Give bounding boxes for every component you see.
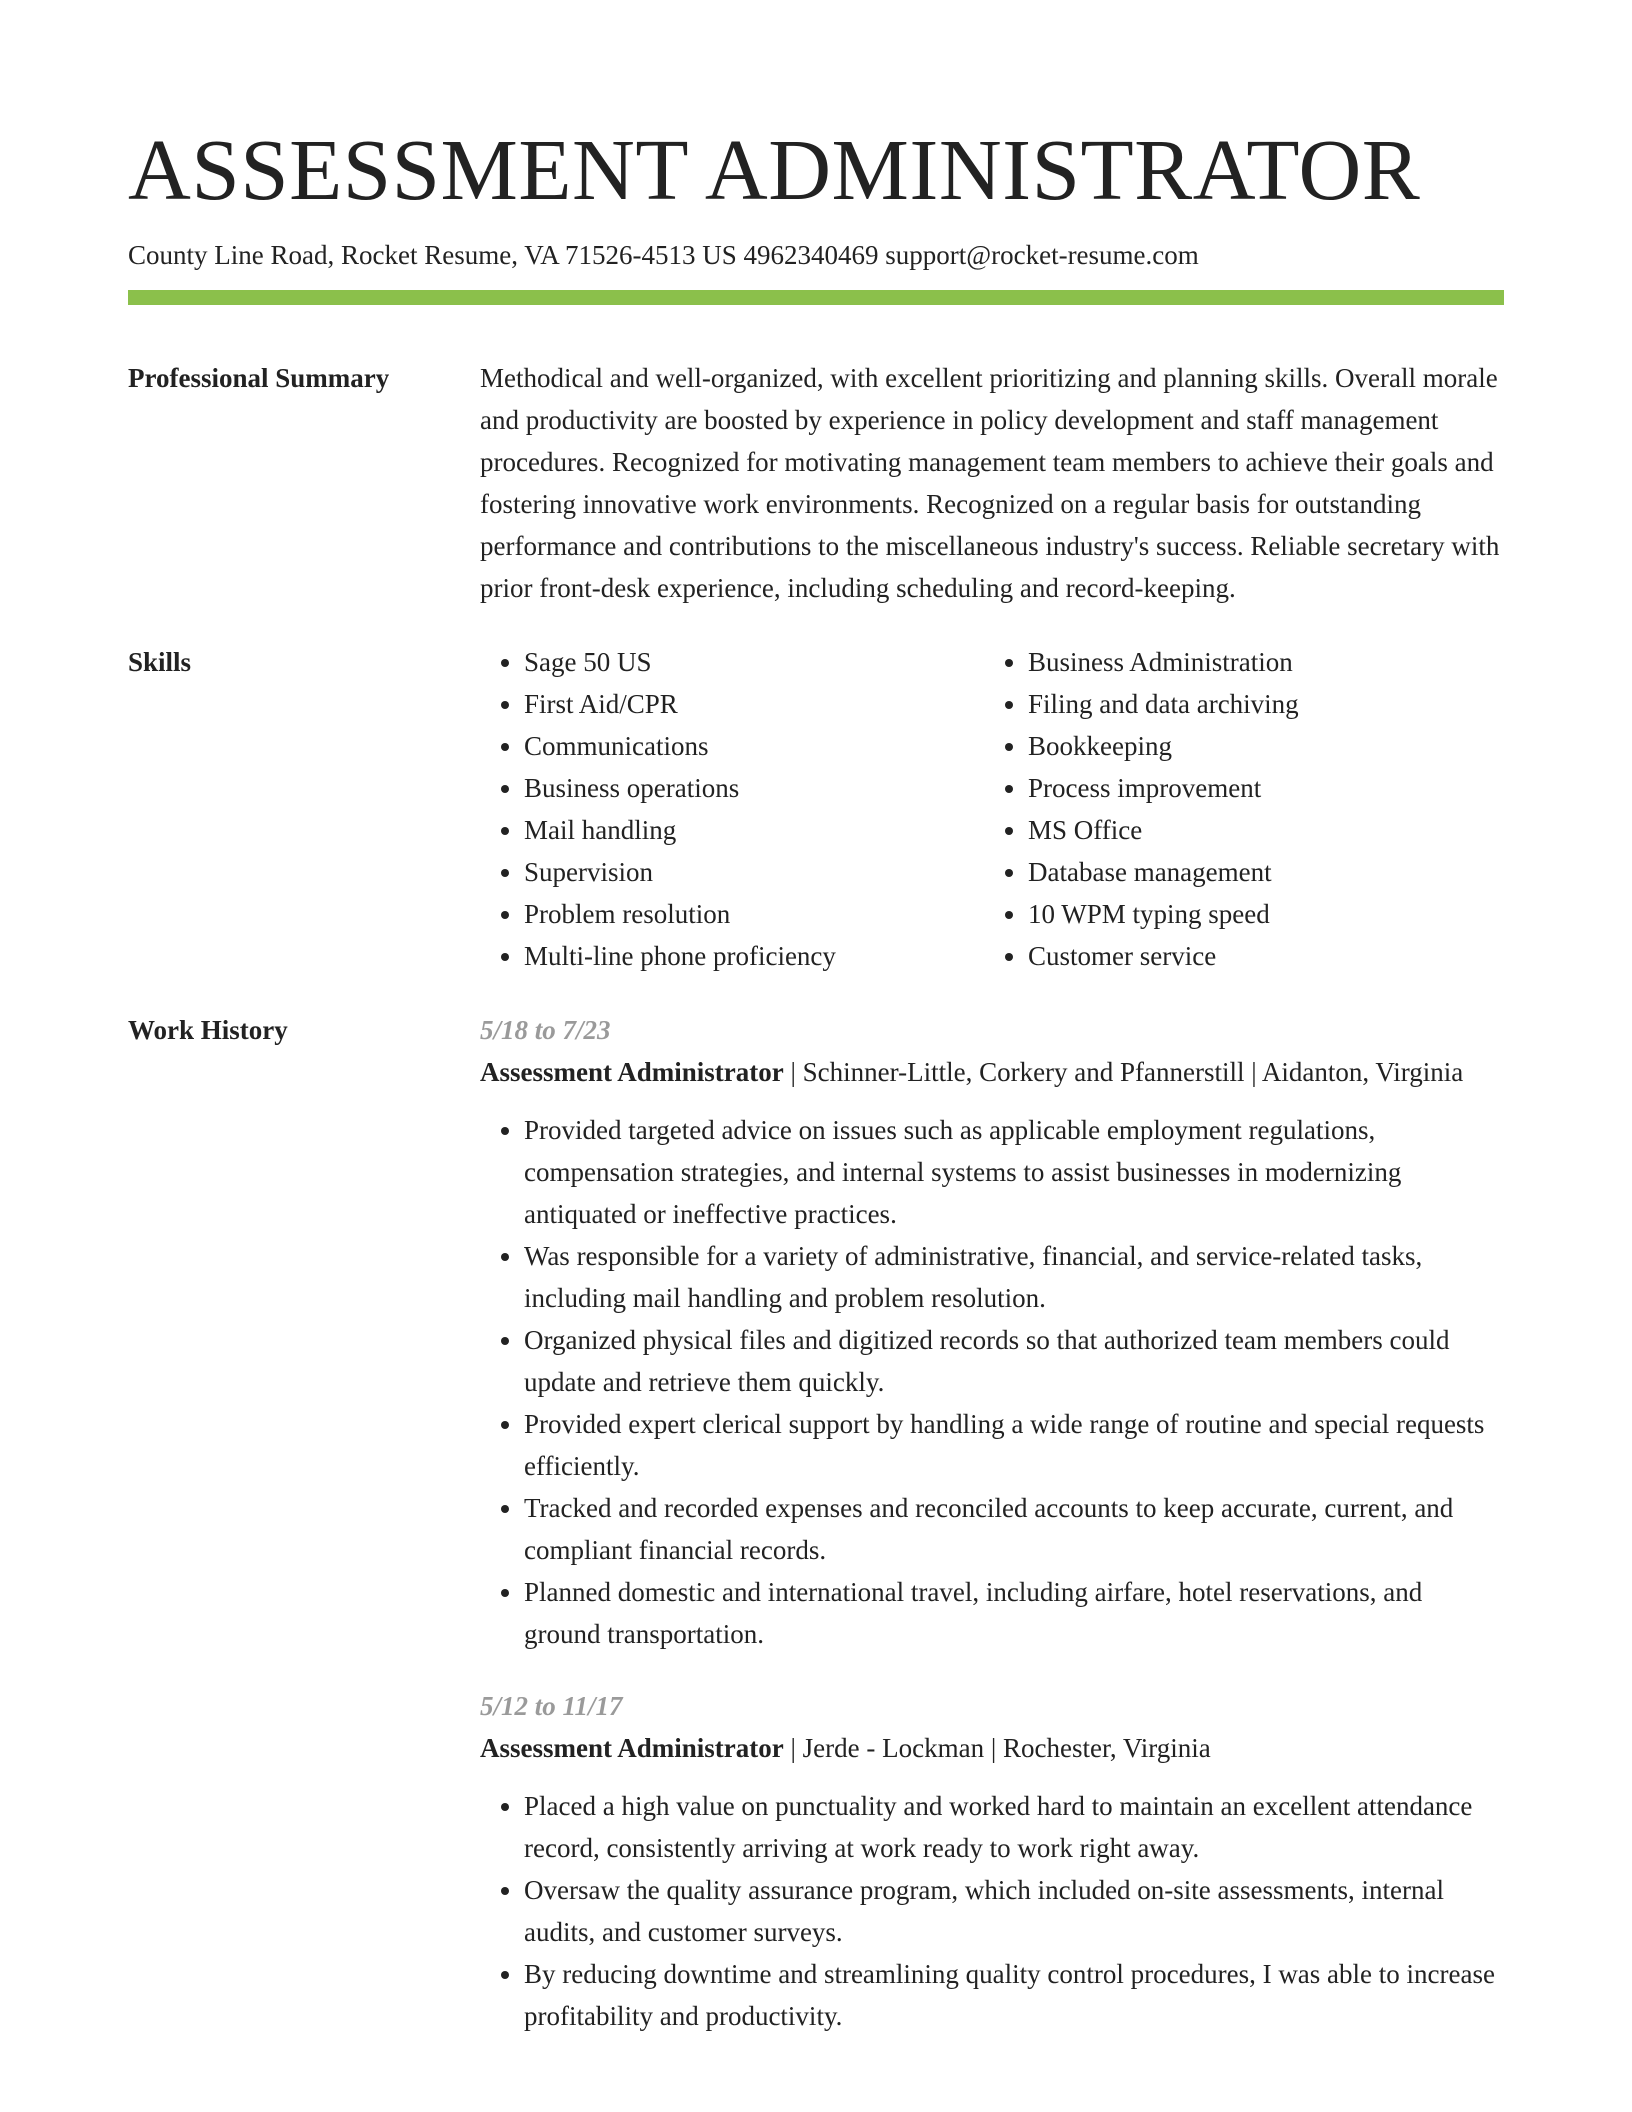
- skill-item: • 10 WPM typing speed: [1028, 893, 1488, 935]
- skill-item: • Multi-line phone proficiency: [524, 935, 984, 977]
- skills-list-right: [984, 641, 1488, 977]
- skill-item: • Business Administration: [1028, 641, 1488, 683]
- job-bullet: • Provided expert clerical support by handling a wide range of routine and special requests efficiently.: [524, 1403, 1504, 1487]
- skill-item: • Communications: [524, 725, 984, 767]
- job-heading: [480, 1727, 1504, 1769]
- skill-item: • Customer service: [1028, 935, 1488, 977]
- job-bullet: • Placed a high value on punctuality and worked hard to maintain an excellent attendance record, consistently arriving at work ready to work right away.: [524, 1785, 1504, 1869]
- job-entry: [480, 1685, 1504, 2037]
- skill-item: • MS Office: [1028, 809, 1488, 851]
- summary-heading: Professional Summary: [128, 363, 390, 393]
- job-details: | Schinner-Little, Corkery and Pfannerstill | Aidanton, Virginia: [783, 1057, 1464, 1087]
- job-bullet: • Tracked and recorded expenses and reconciled accounts to keep accurate, current, and compliant financial records.: [524, 1487, 1504, 1571]
- contact-address: County Line Road, Rocket Resume, VA 71526-4513 US: [128, 240, 737, 270]
- job-bullet: • Was responsible for a variety of administrative, financial, and service-related tasks, including mail handling and problem resolution.: [524, 1235, 1504, 1319]
- summary-body: [480, 357, 1504, 609]
- job-title: Assessment Administrator: [480, 1057, 784, 1087]
- skill-item: • Supervision: [524, 851, 984, 893]
- work-history-heading: Work History: [128, 1015, 288, 1045]
- job-heading: [480, 1051, 1504, 1093]
- skills-list-left: [480, 641, 984, 977]
- contact-email[interactable]: support@rocket-resume.com: [885, 240, 1199, 270]
- skill-item: • Bookkeeping: [1028, 725, 1488, 767]
- skill-item: • Business operations: [524, 767, 984, 809]
- work-history-body: [480, 1009, 1504, 2067]
- skill-item: • Filing and data archiving: [1028, 683, 1488, 725]
- job-bullet: • Oversaw the quality assurance program, which included on-site assessments, internal audits, and customer surveys.: [524, 1869, 1504, 1953]
- resume-header: [128, 0, 1504, 305]
- job-title: Assessment Administrator: [480, 1733, 784, 1763]
- skill-item: • Sage 50 US: [524, 641, 984, 683]
- summary-text: Methodical and well-organized, with excellent prioritizing and planning skills. Overall morale and productivity are boosted by experience in policy development and staff management procedures. Recognized for motivating management team members to achieve their goals and fostering innovative work environments. Recognized on a regular basis for outstanding performance and contributions to the miscellaneous industry's success. Reliable secretary with prior front-desk experience, including scheduling and record-keeping.: [480, 363, 1500, 603]
- skills-column-left: [480, 641, 984, 977]
- contact-line: [128, 238, 1504, 272]
- job-entry: [480, 1009, 1504, 1655]
- header-divider: [128, 290, 1504, 305]
- job-bullet: • Organized physical files and digitized records so that authorized team members could update and retrieve them quickly.: [524, 1319, 1504, 1403]
- skill-item: • Process improvement: [1028, 767, 1488, 809]
- skills-column-right: [984, 641, 1488, 977]
- job-dates: 5/18 to 7/23: [480, 1015, 611, 1045]
- work-history-section: [128, 1009, 1504, 2067]
- job-bullet: • Provided targeted advice on issues such as applicable employment regulations, compensation strategies, and internal systems to assist businesses in modernizing antiquated or ineffective practices.: [524, 1109, 1504, 1235]
- skill-item: • Mail handling: [524, 809, 984, 851]
- skills-section: [128, 641, 1504, 977]
- job-bullets: [480, 1785, 1504, 2037]
- summary-section: [128, 357, 1504, 609]
- skill-item: • First Aid/CPR: [524, 683, 984, 725]
- skills-columns: [480, 641, 1504, 977]
- job-bullets: [480, 1109, 1504, 1655]
- skills-heading: Skills: [128, 647, 192, 677]
- job-bullet: • Planned domestic and international travel, including airfare, hotel reservations, and ground transportation.: [524, 1571, 1504, 1655]
- job-details: | Jerde - Lockman | Rochester, Virginia: [783, 1733, 1211, 1763]
- skill-item: • Database management: [1028, 851, 1488, 893]
- job-dates: 5/12 to 11/17: [480, 1691, 623, 1721]
- skills-body: [480, 641, 1504, 977]
- job-bullet: • By reducing downtime and streamlining quality control procedures, I was able to increase profitability and productivity.: [524, 1953, 1504, 2037]
- candidate-name: ASSESSMENT ADMINISTRATOR: [128, 121, 1421, 218]
- contact-phone: 4962340469: [743, 240, 879, 270]
- skill-item: • Problem resolution: [524, 893, 984, 935]
